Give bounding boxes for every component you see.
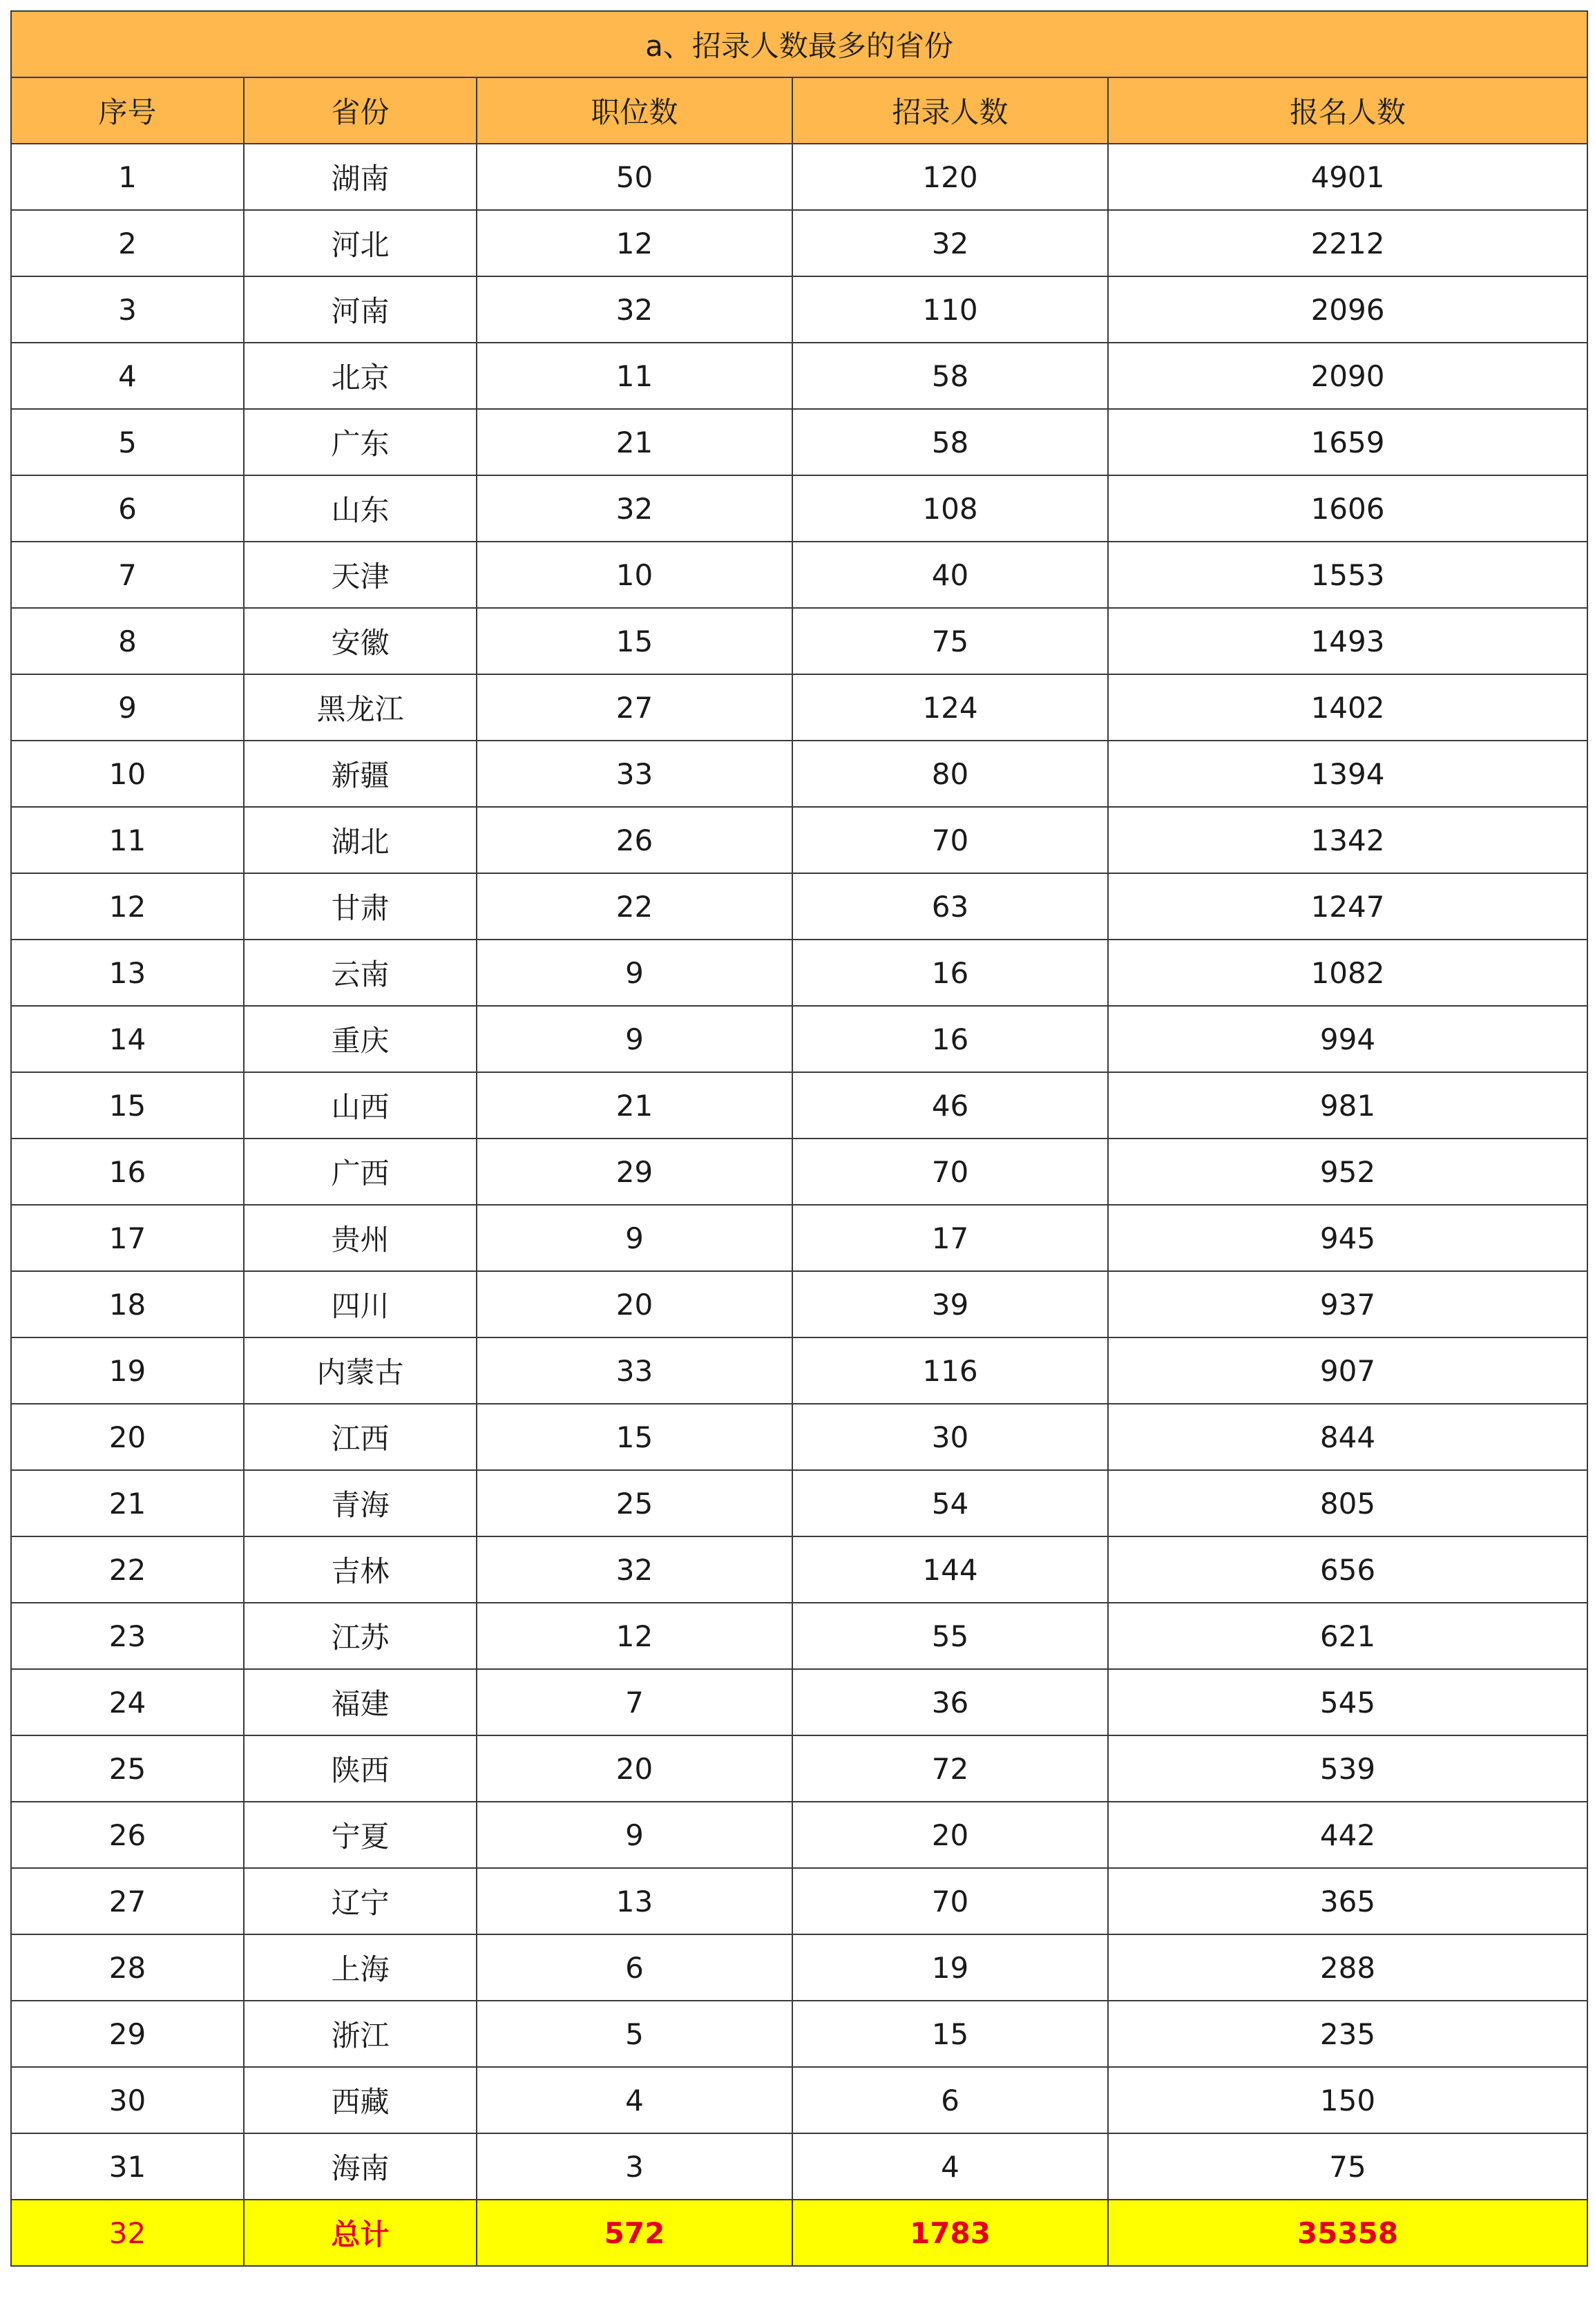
positions-cell[interactable]: 9 [477, 1205, 792, 1271]
positions-cell[interactable]: 5 [477, 2001, 792, 2067]
table-row [11, 343, 1587, 409]
province-cell[interactable]: 西藏 [244, 2067, 477, 2133]
row-index-cell[interactable]: 6 [11, 475, 244, 542]
positions-cell[interactable]: 20 [477, 1271, 792, 1337]
applicants-cell[interactable]: 981 [1108, 1072, 1587, 1139]
positions-cell[interactable]: 4 [477, 2067, 792, 2133]
table-row [11, 940, 1587, 1006]
province-cell[interactable]: 海南 [244, 2133, 477, 2200]
table-row [11, 1802, 1587, 1868]
applicants-cell[interactable]: 1394 [1108, 741, 1587, 807]
row-index-cell[interactable]: 30 [11, 2067, 244, 2133]
row-index-cell[interactable]: 22 [11, 1536, 244, 1603]
table-row [11, 807, 1587, 873]
recruits-cell[interactable]: 17 [792, 1205, 1108, 1271]
table-row [11, 2001, 1587, 2067]
applicants-cell[interactable]: 4901 [1108, 144, 1587, 210]
positions-cell[interactable]: 32 [477, 1536, 792, 1603]
applicants-cell[interactable]: 1606 [1108, 475, 1587, 542]
positions-cell[interactable]: 32 [477, 276, 792, 343]
row-index-cell[interactable]: 16 [11, 1139, 244, 1205]
table-row [11, 1735, 1587, 1802]
applicants-cell[interactable]: 656 [1108, 1536, 1587, 1603]
row-index-cell[interactable]: 28 [11, 1934, 244, 2001]
positions-cell[interactable]: 32 [477, 475, 792, 542]
positions-cell[interactable]: 22 [477, 873, 792, 940]
province-cell[interactable]: 重庆 [244, 1006, 477, 1072]
applicants-cell[interactable]: 539 [1108, 1735, 1587, 1802]
positions-cell[interactable]: 15 [477, 608, 792, 674]
positions-cell[interactable]: 33 [477, 741, 792, 807]
positions-cell[interactable]: 29 [477, 1139, 792, 1205]
table-row [11, 1470, 1587, 1536]
positions-cell[interactable]: 21 [477, 1072, 792, 1139]
applicants-cell[interactable]: 1493 [1108, 608, 1587, 674]
column-header-positions[interactable]: 职位数 [477, 77, 792, 144]
column-header-province[interactable]: 省份 [244, 77, 477, 144]
table-row [11, 674, 1587, 741]
row-index-cell[interactable]: 21 [11, 1470, 244, 1536]
row-index-cell[interactable]: 13 [11, 940, 244, 1006]
row-index-cell[interactable]: 2 [11, 210, 244, 276]
row-index-cell[interactable]: 3 [11, 276, 244, 343]
recruits-cell[interactable]: 4 [792, 2133, 1108, 2200]
positions-cell[interactable]: 27 [477, 674, 792, 741]
positions-cell[interactable]: 9 [477, 1006, 792, 1072]
row-index-cell[interactable]: 23 [11, 1603, 244, 1669]
recruits-cell[interactable]: 46 [792, 1072, 1108, 1139]
column-header-row [11, 77, 1587, 144]
applicants-cell[interactable]: 2096 [1108, 276, 1587, 343]
province-cell[interactable]: 安徽 [244, 608, 477, 674]
recruits-cell[interactable]: 6 [792, 2067, 1108, 2133]
table-row [11, 1072, 1587, 1139]
total-positions-cell[interactable]: 572 [477, 2200, 792, 2266]
row-index-cell[interactable]: 4 [11, 343, 244, 409]
table-body [11, 144, 1587, 2200]
applicants-cell[interactable]: 952 [1108, 1139, 1587, 1205]
row-index-cell[interactable]: 1 [11, 144, 244, 210]
positions-cell[interactable]: 9 [477, 940, 792, 1006]
applicants-cell[interactable]: 2212 [1108, 210, 1587, 276]
total-recruits-cell[interactable]: 1783 [792, 2200, 1108, 2266]
applicants-cell[interactable]: 844 [1108, 1404, 1587, 1470]
province-cell[interactable]: 湖南 [244, 144, 477, 210]
province-cell[interactable]: 广西 [244, 1139, 477, 1205]
recruits-cell[interactable]: 16 [792, 940, 1108, 1006]
row-index-cell[interactable]: 11 [11, 807, 244, 873]
applicants-cell[interactable]: 1342 [1108, 807, 1587, 873]
row-index-cell[interactable]: 8 [11, 608, 244, 674]
applicants-cell[interactable]: 945 [1108, 1205, 1587, 1271]
column-header-applicants[interactable]: 报名人数 [1108, 77, 1587, 144]
positions-cell[interactable]: 25 [477, 1470, 792, 1536]
applicants-cell[interactable]: 75 [1108, 2133, 1587, 2200]
applicants-cell[interactable]: 805 [1108, 1470, 1587, 1536]
applicants-cell[interactable]: 994 [1108, 1006, 1587, 1072]
recruits-cell[interactable]: 36 [792, 1669, 1108, 1735]
province-cell[interactable]: 上海 [244, 1934, 477, 2001]
applicants-cell[interactable]: 1402 [1108, 674, 1587, 741]
recruits-cell[interactable]: 30 [792, 1404, 1108, 1470]
province-cell[interactable]: 福建 [244, 1669, 477, 1735]
table-row [11, 210, 1587, 276]
recruits-cell[interactable]: 58 [792, 409, 1108, 475]
row-index-cell[interactable]: 26 [11, 1802, 244, 1868]
row-index-cell[interactable]: 27 [11, 1868, 244, 1934]
table-row [11, 1603, 1587, 1669]
recruits-cell[interactable]: 19 [792, 1934, 1108, 2001]
positions-cell[interactable]: 10 [477, 542, 792, 608]
recruits-cell[interactable]: 116 [792, 1337, 1108, 1404]
applicants-cell[interactable]: 2090 [1108, 343, 1587, 409]
province-cell[interactable]: 浙江 [244, 2001, 477, 2067]
row-index-cell[interactable]: 9 [11, 674, 244, 741]
row-index-cell[interactable]: 24 [11, 1669, 244, 1735]
applicants-cell[interactable]: 442 [1108, 1802, 1587, 1868]
applicants-cell[interactable]: 1247 [1108, 873, 1587, 940]
province-recruitment-table [10, 10, 1588, 2267]
province-cell[interactable]: 陕西 [244, 1735, 477, 1802]
positions-cell[interactable]: 9 [477, 1802, 792, 1868]
total-index-cell[interactable]: 32 [11, 2200, 244, 2266]
applicants-cell[interactable]: 621 [1108, 1603, 1587, 1669]
positions-cell[interactable]: 12 [477, 1603, 792, 1669]
recruits-cell[interactable]: 32 [792, 210, 1108, 276]
positions-cell[interactable]: 50 [477, 144, 792, 210]
row-index-cell[interactable]: 14 [11, 1006, 244, 1072]
table-row [11, 873, 1587, 940]
table-row [11, 1337, 1587, 1404]
table-row [11, 1669, 1587, 1735]
positions-cell[interactable]: 6 [477, 1934, 792, 2001]
province-cell[interactable]: 青海 [244, 1470, 477, 1536]
row-index-cell[interactable]: 31 [11, 2133, 244, 2200]
recruits-cell[interactable]: 144 [792, 1536, 1108, 1603]
recruits-cell[interactable]: 20 [792, 1802, 1108, 1868]
table-title-row [11, 11, 1587, 77]
table-row [11, 144, 1587, 210]
province-cell[interactable]: 辽宁 [244, 1868, 477, 1934]
table-row [11, 2067, 1587, 2133]
province-cell[interactable]: 四川 [244, 1271, 477, 1337]
row-index-cell[interactable]: 20 [11, 1404, 244, 1470]
spreadsheet-sheet [10, 10, 1587, 2267]
recruits-cell[interactable]: 80 [792, 741, 1108, 807]
total-label-cell[interactable]: 总计 [244, 2200, 477, 2266]
total-row [11, 2200, 1587, 2266]
table-title[interactable]: a、招录人数最多的省份 [11, 11, 1587, 77]
province-cell[interactable]: 黑龙江 [244, 674, 477, 741]
applicants-cell[interactable]: 937 [1108, 1271, 1587, 1337]
positions-cell[interactable]: 3 [477, 2133, 792, 2200]
recruits-cell[interactable]: 110 [792, 276, 1108, 343]
positions-cell[interactable]: 11 [477, 343, 792, 409]
recruits-cell[interactable]: 58 [792, 343, 1108, 409]
total-applicants-cell[interactable]: 35358 [1108, 2200, 1587, 2266]
table-row [11, 276, 1587, 343]
row-index-cell[interactable]: 15 [11, 1072, 244, 1139]
recruits-cell[interactable]: 70 [792, 807, 1108, 873]
row-index-cell[interactable]: 18 [11, 1271, 244, 1337]
recruits-cell[interactable]: 72 [792, 1735, 1108, 1802]
row-index-cell[interactable]: 10 [11, 741, 244, 807]
table-row [11, 542, 1587, 608]
table-row [11, 1205, 1587, 1271]
province-cell[interactable]: 新疆 [244, 741, 477, 807]
recruits-cell[interactable]: 108 [792, 475, 1108, 542]
recruits-cell[interactable]: 63 [792, 873, 1108, 940]
positions-cell[interactable]: 20 [477, 1735, 792, 1802]
applicants-cell[interactable]: 235 [1108, 2001, 1587, 2067]
recruits-cell[interactable]: 55 [792, 1603, 1108, 1669]
positions-cell[interactable]: 15 [477, 1404, 792, 1470]
recruits-cell[interactable]: 75 [792, 608, 1108, 674]
positions-cell[interactable]: 13 [477, 1868, 792, 1934]
table-row [11, 1404, 1587, 1470]
province-cell[interactable]: 江苏 [244, 1603, 477, 1669]
province-cell[interactable]: 河南 [244, 276, 477, 343]
recruits-cell[interactable]: 15 [792, 2001, 1108, 2067]
province-cell[interactable]: 内蒙古 [244, 1337, 477, 1404]
province-cell[interactable]: 河北 [244, 210, 477, 276]
row-index-cell[interactable]: 29 [11, 2001, 244, 2067]
province-cell[interactable]: 山东 [244, 475, 477, 542]
recruits-cell[interactable]: 124 [792, 674, 1108, 741]
province-cell[interactable]: 贵州 [244, 1205, 477, 1271]
row-index-cell[interactable]: 5 [11, 409, 244, 475]
column-header-index[interactable]: 序号 [11, 77, 244, 144]
province-cell[interactable]: 宁夏 [244, 1802, 477, 1868]
applicants-cell[interactable]: 288 [1108, 1934, 1587, 2001]
row-index-cell[interactable]: 7 [11, 542, 244, 608]
table-row [11, 1006, 1587, 1072]
column-header-recruits[interactable]: 招录人数 [792, 77, 1108, 144]
applicants-cell[interactable]: 545 [1108, 1669, 1587, 1735]
recruits-cell[interactable]: 39 [792, 1271, 1108, 1337]
table-row [11, 2133, 1587, 2200]
province-cell[interactable]: 广东 [244, 409, 477, 475]
positions-cell[interactable]: 33 [477, 1337, 792, 1404]
province-cell[interactable]: 天津 [244, 542, 477, 608]
row-index-cell[interactable]: 19 [11, 1337, 244, 1404]
table-row [11, 608, 1587, 674]
positions-cell[interactable]: 26 [477, 807, 792, 873]
province-cell[interactable]: 甘肃 [244, 873, 477, 940]
province-cell[interactable]: 云南 [244, 940, 477, 1006]
recruits-cell[interactable]: 70 [792, 1868, 1108, 1934]
applicants-cell[interactable]: 365 [1108, 1868, 1587, 1934]
recruits-cell[interactable]: 16 [792, 1006, 1108, 1072]
table-row [11, 1139, 1587, 1205]
row-index-cell[interactable]: 12 [11, 873, 244, 940]
table-row [11, 1536, 1587, 1603]
table-row [11, 741, 1587, 807]
recruits-cell[interactable]: 120 [792, 144, 1108, 210]
positions-cell[interactable]: 7 [477, 1669, 792, 1735]
applicants-cell[interactable]: 1082 [1108, 940, 1587, 1006]
province-cell[interactable]: 湖北 [244, 807, 477, 873]
province-cell[interactable]: 吉林 [244, 1536, 477, 1603]
table-row [11, 1934, 1587, 2001]
table-row [11, 1271, 1587, 1337]
recruits-cell[interactable]: 40 [792, 542, 1108, 608]
table-row [11, 1868, 1587, 1934]
row-index-cell[interactable]: 17 [11, 1205, 244, 1271]
applicants-cell[interactable]: 1553 [1108, 542, 1587, 608]
applicants-cell[interactable]: 907 [1108, 1337, 1587, 1404]
positions-cell[interactable]: 12 [477, 210, 792, 276]
province-cell[interactable]: 山西 [244, 1072, 477, 1139]
recruits-cell[interactable]: 54 [792, 1470, 1108, 1536]
table-row [11, 409, 1587, 475]
recruits-cell[interactable]: 70 [792, 1139, 1108, 1205]
table-row [11, 475, 1587, 542]
province-cell[interactable]: 北京 [244, 343, 477, 409]
applicants-cell[interactable]: 150 [1108, 2067, 1587, 2133]
applicants-cell[interactable]: 1659 [1108, 409, 1587, 475]
row-index-cell[interactable]: 25 [11, 1735, 244, 1802]
positions-cell[interactable]: 21 [477, 409, 792, 475]
province-cell[interactable]: 江西 [244, 1404, 477, 1470]
